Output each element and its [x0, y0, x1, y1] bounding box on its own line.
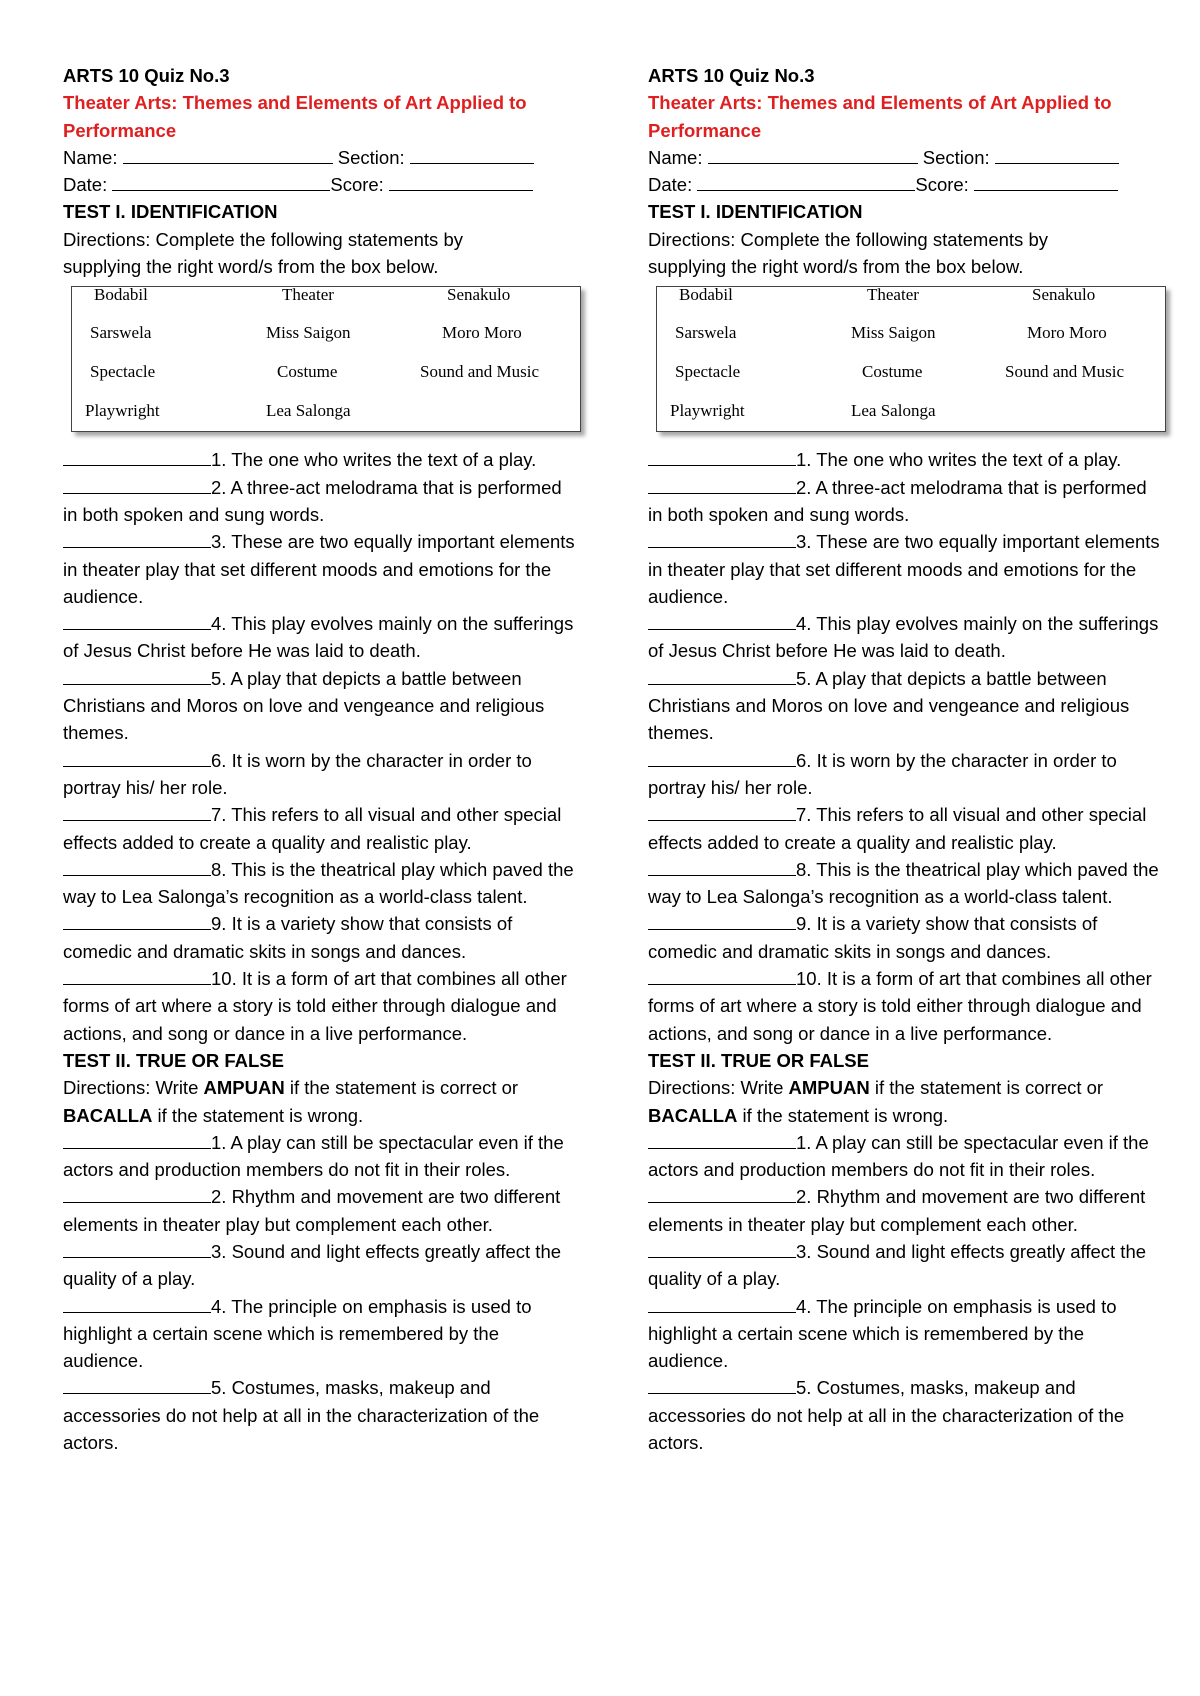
name-field[interactable]	[123, 145, 333, 164]
test1-item	[648, 446, 1164, 473]
name-section-row	[648, 144, 1164, 171]
test1-item	[648, 474, 1164, 529]
answer-blank[interactable]	[648, 475, 796, 494]
quiz-subtitle-line-1: Theater Arts: Themes and Elements of Art Applied to	[63, 92, 527, 114]
item-text: 8. This is the theatrical play which paved the way to Lea Salonga’s recognition as a world-class talent.	[63, 858, 574, 908]
word-box-term: Playwright	[85, 401, 160, 421]
answer-blank[interactable]	[648, 802, 796, 821]
test2-item	[63, 1183, 579, 1238]
section-label: Section:	[337, 146, 405, 168]
answer-blank[interactable]	[63, 447, 211, 466]
section-label: Section:	[922, 146, 990, 168]
word-box-term: Theater	[867, 285, 919, 305]
word-box-term: Lea Salonga	[851, 401, 936, 421]
word-box-term: Lea Salonga	[266, 401, 351, 421]
name-label: Name:	[648, 146, 703, 168]
test1-item	[648, 747, 1164, 802]
test1-item	[63, 610, 579, 665]
answer-blank[interactable]	[648, 911, 796, 930]
item-text: 3. These are two equally important elements in theater play that set different moods and emotions for the audience.	[63, 531, 575, 607]
answer-blank[interactable]	[648, 857, 796, 876]
item-text: 2. Rhythm and movement are two different elements in theater play but complement each other.	[63, 1186, 561, 1235]
quiz-copy-right	[648, 62, 1164, 1456]
answer-blank[interactable]	[63, 857, 211, 876]
item-text: 8. This is the theatrical play which paved the way to Lea Salonga’s recognition as a world-class talent.	[648, 858, 1159, 908]
answer-blank[interactable]	[648, 1239, 796, 1258]
section-field[interactable]	[410, 145, 534, 164]
score-label: Score:	[330, 174, 384, 196]
false-answer-word: BACALLA	[63, 1104, 153, 1126]
word-box-term: Miss Saigon	[266, 323, 351, 343]
quiz-subtitle-line-1: Theater Arts: Themes and Elements of Art Applied to	[648, 92, 1112, 114]
item-text: 5. A play that depicts a battle between Christians and Moros on love and vengeance and religious themes.	[648, 667, 1130, 744]
word-box-term: Bodabil	[679, 285, 733, 305]
answer-blank[interactable]	[63, 748, 211, 767]
item-text: 1. The one who writes the text of a play.	[211, 449, 537, 471]
date-score-row	[648, 171, 1164, 198]
date-field[interactable]	[112, 172, 330, 191]
item-text: 5. A play that depicts a battle between Christians and Moros on love and vengeance and religious themes.	[63, 667, 545, 744]
test2-item	[648, 1293, 1164, 1375]
item-text: 3. These are two equally important elements in theater play that set different moods and emotions for the audience.	[648, 531, 1160, 607]
item-text: 6. It is worn by the character in order to portray his/ her role.	[648, 749, 1117, 798]
word-box-term: Spectacle	[675, 362, 741, 382]
answer-blank[interactable]	[648, 666, 796, 685]
answer-blank[interactable]	[63, 611, 211, 630]
test1-directions-line-2: supplying the right word/s from the box below.	[648, 256, 1024, 278]
test1-directions-line-1: Directions: Complete the following statements by	[648, 228, 1048, 250]
test2-directions-text: if the statement is correct or	[284, 1077, 519, 1099]
word-box-term: Sound and Music	[1005, 362, 1124, 382]
item-text: 4. The principle on emphasis is used to highlight a certain scene which is remembered by the audience.	[648, 1295, 1117, 1372]
test1-directions-line-2: supplying the right word/s from the box below.	[63, 256, 439, 278]
test1-item	[63, 856, 579, 911]
test2-directions	[63, 1074, 579, 1129]
test2-item	[63, 1129, 579, 1184]
test2-item	[648, 1129, 1164, 1184]
item-text: 3. Sound and light effects greatly affect the quality of a play.	[648, 1240, 1147, 1290]
test1-directions-line-1: Directions: Complete the following statements by	[63, 228, 463, 250]
item-text: 1. The one who writes the text of a play.	[796, 449, 1122, 471]
answer-blank[interactable]	[648, 1294, 796, 1313]
test1-item	[63, 446, 579, 473]
answer-blank[interactable]	[648, 1130, 796, 1149]
answer-blank[interactable]	[63, 802, 211, 821]
true-answer-word: AMPUAN	[788, 1077, 870, 1099]
item-text: 4. This play evolves mainly on the sufferings of Jesus Christ before He was laid to death.	[63, 613, 574, 662]
word-box-term: Bodabil	[94, 285, 148, 305]
word-box-term: Sarswela	[675, 323, 737, 343]
test2-directions-text: if the statement is correct or	[869, 1077, 1104, 1099]
answer-blank[interactable]	[63, 1130, 211, 1149]
answer-blank[interactable]	[63, 666, 211, 685]
false-answer-word: BACALLA	[648, 1104, 738, 1126]
test2-directions	[648, 1074, 1164, 1129]
answer-blank[interactable]	[648, 611, 796, 630]
word-box-term: Moro Moro	[442, 323, 522, 343]
true-answer-word: AMPUAN	[203, 1077, 285, 1099]
test2-directions-text: if the statement is wrong.	[737, 1104, 949, 1126]
test2-heading: TEST II. TRUE OR FALSE	[648, 1049, 869, 1071]
word-box-term: Sarswela	[90, 323, 152, 343]
test2-heading: TEST II. TRUE OR FALSE	[63, 1049, 284, 1071]
word-box-term: Costume	[862, 362, 923, 382]
date-label: Date:	[63, 174, 108, 196]
answer-blank[interactable]	[648, 447, 796, 466]
date-score-row	[63, 171, 579, 198]
test1-heading: TEST I. IDENTIFICATION	[648, 201, 863, 223]
test1-item	[648, 801, 1164, 856]
test2-item	[63, 1374, 579, 1456]
item-text: 3. Sound and light effects greatly affect the quality of a play.	[63, 1240, 562, 1290]
test2-item	[63, 1238, 579, 1293]
item-text: 1. A play can still be spectacular even if the actors and production members do not fit in their roles.	[63, 1131, 564, 1181]
test1-item	[63, 528, 579, 610]
item-text: 10. It is a form of art that combines all other forms of art where a story is told either through dialogue and actions, and song or dance in a live performance.	[63, 968, 567, 1044]
test1-item	[648, 665, 1164, 747]
score-label: Score:	[915, 174, 969, 196]
answer-blank[interactable]	[63, 1239, 211, 1258]
answer-blank[interactable]	[648, 529, 796, 548]
answer-blank[interactable]	[63, 911, 211, 930]
test2-item	[63, 1293, 579, 1375]
test1-item	[63, 910, 579, 965]
item-text: 4. The principle on emphasis is used to highlight a certain scene which is remembered by the audience.	[63, 1295, 532, 1372]
word-box-term: Moro Moro	[1027, 323, 1107, 343]
item-text: 9. It is a variety show that consists of comedic and dramatic skits in songs and dances.	[63, 913, 513, 962]
name-section-row	[63, 144, 579, 171]
quiz-title: ARTS 10 Quiz No.3	[648, 65, 815, 86]
quiz-copy-left	[63, 62, 579, 1456]
item-text: 5. Costumes, masks, makeup and accessories do not help at all in the characterization of the actors.	[63, 1377, 540, 1454]
item-text: 2. Rhythm and movement are two different elements in theater play but complement each other.	[648, 1186, 1146, 1235]
answer-blank[interactable]	[63, 1294, 211, 1313]
name-label: Name:	[63, 146, 118, 168]
score-field[interactable]	[389, 172, 533, 191]
word-box-term: Senakulo	[447, 285, 511, 305]
answer-blank[interactable]	[648, 1184, 796, 1203]
test2-directions-text: if the statement is wrong.	[152, 1104, 364, 1126]
test1-heading: TEST I. IDENTIFICATION	[63, 201, 278, 223]
quiz-subtitle-line-2: Performance	[648, 119, 762, 141]
test1-item	[63, 801, 579, 856]
test2-item	[648, 1183, 1164, 1238]
answer-blank[interactable]	[648, 1375, 796, 1394]
test2-item	[648, 1374, 1164, 1456]
word-box-term: Senakulo	[1032, 285, 1096, 305]
answer-blank[interactable]	[648, 748, 796, 767]
date-field[interactable]	[697, 172, 915, 191]
word-box-term: Playwright	[670, 401, 745, 421]
score-field[interactable]	[974, 172, 1118, 191]
item-text: 2. A three-act melodrama that is performed in both spoken and sung words.	[648, 476, 1147, 525]
word-box-term: Theater	[282, 285, 334, 305]
item-text: 5. Costumes, masks, makeup and accessories do not help at all in the characterization of the actors.	[648, 1377, 1125, 1454]
word-box	[71, 286, 581, 432]
test1-item	[648, 528, 1164, 610]
answer-blank[interactable]	[63, 475, 211, 494]
item-text: 7. This refers to all visual and other special effects added to create a quality and realistic play.	[648, 804, 1147, 853]
item-text: 9. It is a variety show that consists of comedic and dramatic skits in songs and dances.	[648, 913, 1098, 962]
test1-item	[648, 965, 1164, 1047]
test2-directions-text: Directions: Write	[648, 1077, 789, 1099]
test1-item	[648, 856, 1164, 911]
answer-blank[interactable]	[63, 1375, 211, 1394]
quiz-subtitle-line-2: Performance	[63, 119, 177, 141]
test1-item	[63, 747, 579, 802]
date-label: Date:	[648, 174, 693, 196]
test1-item	[63, 665, 579, 747]
word-box-term: Sound and Music	[420, 362, 539, 382]
test1-item	[63, 965, 579, 1047]
answer-blank[interactable]	[648, 966, 796, 985]
word-box-term: Costume	[277, 362, 338, 382]
word-box	[656, 286, 1166, 432]
item-text: 10. It is a form of art that combines all other forms of art where a story is told either through dialogue and actions, and song or dance in a live performance.	[648, 968, 1152, 1044]
answer-blank[interactable]	[63, 966, 211, 985]
word-box-term: Miss Saigon	[851, 323, 936, 343]
quiz-title: ARTS 10 Quiz No.3	[63, 65, 230, 86]
name-field[interactable]	[708, 145, 918, 164]
item-text: 6. It is worn by the character in order to portray his/ her role.	[63, 749, 532, 798]
test1-item	[648, 910, 1164, 965]
item-text: 1. A play can still be spectacular even if the actors and production members do not fit in their roles.	[648, 1131, 1149, 1181]
test1-item	[63, 474, 579, 529]
answer-blank[interactable]	[63, 1184, 211, 1203]
answer-blank[interactable]	[63, 529, 211, 548]
item-text: 4. This play evolves mainly on the sufferings of Jesus Christ before He was laid to death.	[648, 613, 1159, 662]
test2-directions-text: Directions: Write	[63, 1077, 204, 1099]
section-field[interactable]	[995, 145, 1119, 164]
word-box-term: Spectacle	[90, 362, 156, 382]
test2-item	[648, 1238, 1164, 1293]
item-text: 7. This refers to all visual and other special effects added to create a quality and realistic play.	[63, 804, 562, 853]
test1-item	[648, 610, 1164, 665]
item-text: 2. A three-act melodrama that is performed in both spoken and sung words.	[63, 476, 562, 525]
